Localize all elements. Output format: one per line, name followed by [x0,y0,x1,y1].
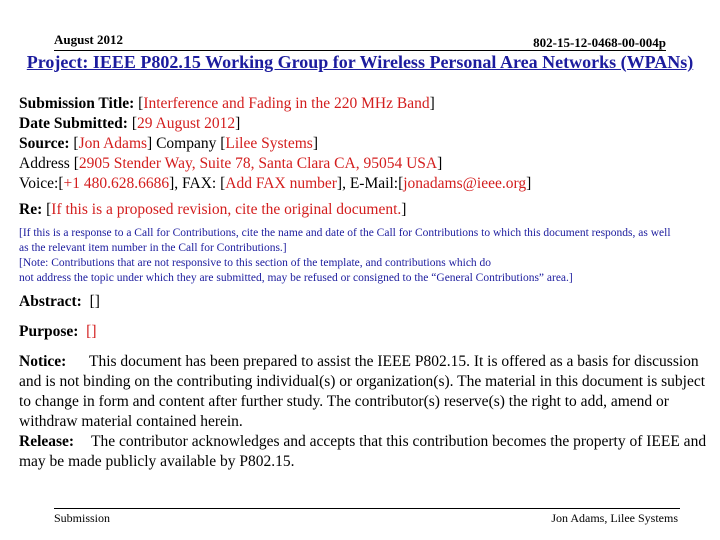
voice-value: +1 480.628.6686 [63,175,170,192]
contact-line: Voice:[+1 480.628.6686], FAX: [Add FAX number], E-Mail:[jonadams@ieee.org] [19,175,532,192]
purpose-value: [] [86,323,97,340]
date-submitted-line: Date Submitted: [29 August 2012] [19,115,241,132]
submission-title-label: Submission Title: [19,95,135,112]
abstract-line [19,292,714,312]
release-paragraph [19,432,714,472]
source-label: Source: [19,135,70,152]
submission-title-line: Submission Title: [Interference and Fading in the 220 MHz Band] [19,95,435,112]
footer-rule [54,508,680,509]
company-label: Company [156,135,217,152]
fax-label: FAX: [182,175,217,192]
note-line-4: not address the topic under which they are submitted, may be refused or consigned to the “General Contributions” area.] [19,272,573,284]
release-text: The contributor acknowledges and accepts that this contribution becomes the property of IEEE and may be made publicly available by P802.15. [19,433,707,470]
re-line: Re: [If this is a proposed revision, cite the original document.] [19,201,407,218]
notice-paragraph [19,352,714,432]
note-line-2: as the relevant item number in the Call for Contributions.] [19,242,287,254]
purpose-label: Purpose: [19,323,79,340]
template-notes [19,226,714,286]
date-submitted-label: Date Submitted: [19,115,128,132]
submission-title-value: Interference and Fading in the 220 MHz Band [143,95,430,112]
voice-label: Voice: [19,175,59,192]
re-label: Re: [19,201,43,218]
date-submitted-value: 29 August 2012 [136,115,236,132]
abstract-value: [] [89,293,100,310]
purpose-line [19,322,714,342]
re-value: If this is a proposed revision, cite the original document. [51,201,402,218]
footer-author: Jon Adams, Lilee Systems [551,511,678,525]
address-value: 2905 Stender Way, Suite 78, Santa Clara CA, 95054 USA [78,155,438,172]
note-line-3: [Note: Contributions that are not responsive to this section of the template, and contributions which do [19,257,492,269]
abstract-label: Abstract: [19,293,82,310]
company-value: Lilee Systems [225,135,313,152]
header-date: August 2012 [54,32,123,47]
document-body [19,94,714,472]
fax-value: Add FAX number [225,175,337,192]
source-line: Source: [Jon Adams] Company [Lilee Systems] [19,135,318,152]
notice-text: This document has been prepared to assist the IEEE P802.15. It is offered as a basis for discussion and is not binding on the contributing individual(s) or organization(s). The material in this document is subject to change in form and content after further study. The contributor(s) reserve(s) the right to add, amend or withdraw material contained herein. [19,353,706,430]
address-line: Address [2905 Stender Way, Suite 78, Santa Clara CA, 95054 USA] [19,155,443,172]
header-doc-number: 802-15-12-0468-00-004p [533,35,666,50]
email-label: E-Mail: [349,175,399,192]
header-rule [54,50,666,51]
email-value: jonadams@ieee.org [403,175,527,192]
page-title: Project: IEEE P802.15 Working Group for Wireless Personal Area Networks (WPANs) [26,52,694,72]
address-label: Address [19,155,70,172]
note-line-1: [If this is a response to a Call for Contributions, cite the name and date of the Call for Contributions to which this document responds, as well [19,227,671,239]
notice-label: Notice: [19,353,67,370]
source-value: Jon Adams [78,135,148,152]
footer-submission: Submission [54,511,111,525]
release-label: Release: [19,433,75,450]
